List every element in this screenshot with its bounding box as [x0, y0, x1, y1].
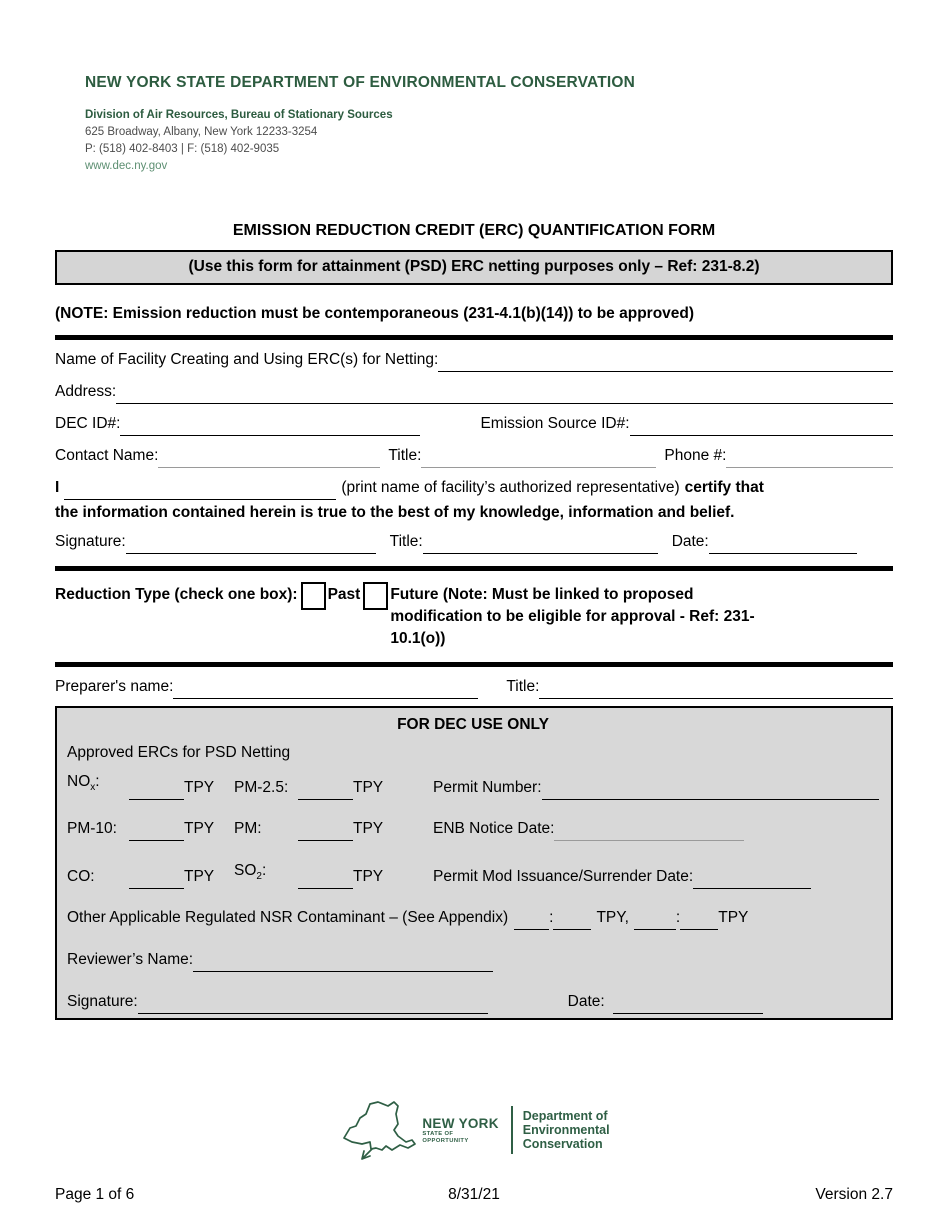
divider	[55, 566, 893, 571]
review-date-label: Date:	[567, 993, 605, 1011]
reviewer-name-field[interactable]	[193, 950, 493, 972]
colon-text: :	[675, 909, 681, 927]
checkbox-future[interactable]	[363, 582, 388, 610]
enb-notice-date-label: ENB Notice Date:	[433, 820, 555, 838]
tpy-unit: TPY	[184, 820, 215, 838]
agency-phone-fax: P: (518) 402-8403 | F: (518) 402-9035	[85, 143, 280, 155]
reviewer-signature-label: Signature:	[67, 993, 138, 1011]
other-contaminant-row	[67, 906, 879, 930]
cert-bold-lead: certify that	[684, 479, 764, 496]
other-contaminant-label: Other Applicable Regulated NSR Contaminant – (See Appendix)	[67, 909, 509, 927]
dec-box-subheading: Approved ERCs for PSD Netting	[67, 744, 291, 761]
tpy-unit: TPY	[184, 868, 215, 886]
tpy-unit: TPY	[353, 868, 384, 886]
cert-statement-line2: the information contained herein is true to the best of my knowledge, information and belief.	[55, 504, 735, 521]
logo-wordmark	[422, 1116, 498, 1145]
dec-id-field[interactable]	[120, 414, 420, 436]
reduction-type-label: Reduction Type (check one box):	[55, 586, 298, 603]
signature-date-label: Date:	[671, 533, 709, 550]
contact-row	[55, 444, 893, 468]
agency-name: NEW YORK STATE DEPARTMENT OF ENVIRONMENTAL CONSERVATION	[85, 74, 636, 91]
agency-website-link[interactable]: www.dec.ny.gov	[85, 160, 168, 172]
form-banner: (Use this form for attainment (PSD) ERC netting purposes only – Ref: 231-8.2)	[55, 250, 893, 285]
contact-name-field[interactable]	[158, 446, 380, 468]
emission-source-id-field[interactable]	[630, 414, 894, 436]
representative-name-field[interactable]	[64, 478, 336, 500]
preparer-title-label: Title:	[506, 678, 540, 695]
facility-address-label: Address:	[55, 383, 117, 400]
agency-address: 625 Broadway, Albany, New York 12233-3254	[85, 126, 318, 138]
pollutant-row-1	[67, 770, 879, 800]
logo-divider	[511, 1106, 513, 1154]
tpy-unit: TPY	[353, 820, 384, 838]
contact-phone-field[interactable]	[726, 446, 893, 468]
logo-state-of-text: STATE OF	[422, 1130, 454, 1137]
pm25-tpy-field[interactable]	[298, 778, 353, 800]
enb-notice-date-field[interactable]	[554, 819, 744, 841]
contact-title-label: Title:	[388, 447, 422, 464]
dec-use-only-box	[55, 706, 893, 1020]
facility-address-field[interactable]	[116, 382, 893, 404]
cert-i-label: I	[55, 479, 60, 496]
agency-logo	[0, 1098, 950, 1162]
certification-row	[55, 476, 893, 500]
division-name: Division of Air Resources, Bureau of Stationary Sources	[85, 109, 393, 121]
preparer-name-label: Preparer's name:	[55, 678, 174, 695]
other-contaminant-1-tpy-field[interactable]	[553, 908, 591, 930]
pm10-label: PM-10:	[67, 820, 117, 838]
pm-tpy-field[interactable]	[298, 819, 353, 841]
pm10-tpy-field[interactable]	[129, 819, 184, 841]
other-contaminant-2-tpy-field[interactable]	[680, 908, 718, 930]
contact-name-label: Contact Name:	[55, 447, 159, 464]
nox-label: $NO_x$:	[67, 773, 100, 794]
reduction-type-row	[55, 584, 893, 650]
tpy-unit: TPY	[718, 909, 749, 927]
colon-text: :	[549, 909, 554, 927]
tpy-comma-text: TPY,	[596, 909, 629, 927]
tpy-unit: TPY	[353, 779, 384, 797]
permit-mod-date-label: Permit Mod Issuance/Surrender Date:	[433, 868, 694, 886]
future-note-line3: 10.1(o))	[390, 630, 446, 647]
divider	[55, 335, 893, 340]
facility-address-row	[55, 380, 893, 404]
reviewer-row	[67, 948, 879, 972]
contact-title-field[interactable]	[421, 446, 656, 468]
other-contaminant-1-name-field[interactable]	[514, 908, 549, 930]
preparer-row	[55, 675, 893, 699]
pollutant-row-2	[67, 817, 879, 841]
facility-name-field[interactable]	[438, 350, 893, 372]
signature-title-label: Title:	[389, 533, 423, 550]
signature-field[interactable]	[126, 532, 376, 554]
logo-opportunity-text: OPPORTUNITY	[422, 1137, 469, 1144]
page-number: Page 1 of 6	[55, 1186, 135, 1203]
so2-tpy-field[interactable]	[298, 867, 353, 889]
nox-tpy-field[interactable]	[129, 778, 184, 800]
pollutant-row-3	[67, 859, 879, 889]
letterhead	[85, 74, 785, 172]
form-title: EMISSION REDUCTION CREDIT (ERC) QUANTIFICATION FORM	[232, 222, 716, 239]
pm-label: PM:	[234, 820, 262, 838]
contact-phone-label: Phone #:	[664, 447, 727, 464]
signature-title-field[interactable]	[423, 532, 658, 554]
permit-number-label: Permit Number:	[433, 779, 542, 797]
signature-date-field[interactable]	[709, 532, 857, 554]
divider	[55, 662, 893, 667]
reviewer-signature-field[interactable]	[138, 992, 488, 1014]
form-body	[55, 222, 893, 699]
reviewer-name-label: Reviewer’s Name:	[67, 951, 194, 969]
emission-source-id-label: Emission Source ID#:	[480, 415, 630, 432]
logo-new-york-text: NEW YORK	[422, 1115, 499, 1131]
other-contaminant-2-name-field[interactable]	[634, 908, 676, 930]
signature-label: Signature:	[55, 533, 126, 550]
dec-id-label: DEC ID#:	[55, 415, 121, 432]
authorized-signature-row	[55, 530, 893, 554]
co-label: CO:	[67, 868, 95, 886]
new-york-state-outline-icon	[340, 1098, 418, 1162]
so2-label: $SO_2$:	[234, 862, 267, 883]
reviewer-signature-row	[67, 990, 879, 1014]
pm25-label: PM-2.5:	[234, 779, 289, 797]
page-footer	[55, 1186, 893, 1204]
future-note-line2: modification to be eligible for approval - Ref: 231-	[390, 608, 755, 625]
facility-name-label: Name of Facility Creating and Using ERC(s) for Netting:	[55, 351, 439, 368]
version-label: Version 2.7	[815, 1186, 893, 1203]
future-label-note	[390, 584, 790, 650]
preparer-name-field[interactable]	[173, 677, 478, 699]
logo-department-text: Department of Environmental Conservation	[522, 1109, 610, 1151]
dec-box-heading: FOR DEC USE ONLY	[397, 716, 549, 733]
co-tpy-field[interactable]	[129, 867, 184, 889]
permit-mod-date-field[interactable]	[693, 867, 811, 889]
form-note: (NOTE: Emission reduction must be contemporaneous (231-4.1(b)(14)) to be approved)	[55, 305, 695, 322]
review-date-field[interactable]	[613, 992, 763, 1014]
checkbox-past[interactable]	[301, 582, 326, 610]
tpy-unit: TPY	[184, 779, 215, 797]
preparer-title-field[interactable]	[539, 677, 893, 699]
cert-paren-text: (print name of facility’s authorized representative)	[341, 479, 680, 496]
facility-name-row	[55, 348, 893, 372]
future-note-line1: Future (Note: Must be linked to proposed	[390, 586, 694, 603]
ids-row	[55, 412, 893, 436]
permit-number-field[interactable]	[542, 778, 879, 800]
past-label: Past	[327, 586, 361, 603]
footer-date: 8/31/21	[448, 1186, 500, 1203]
